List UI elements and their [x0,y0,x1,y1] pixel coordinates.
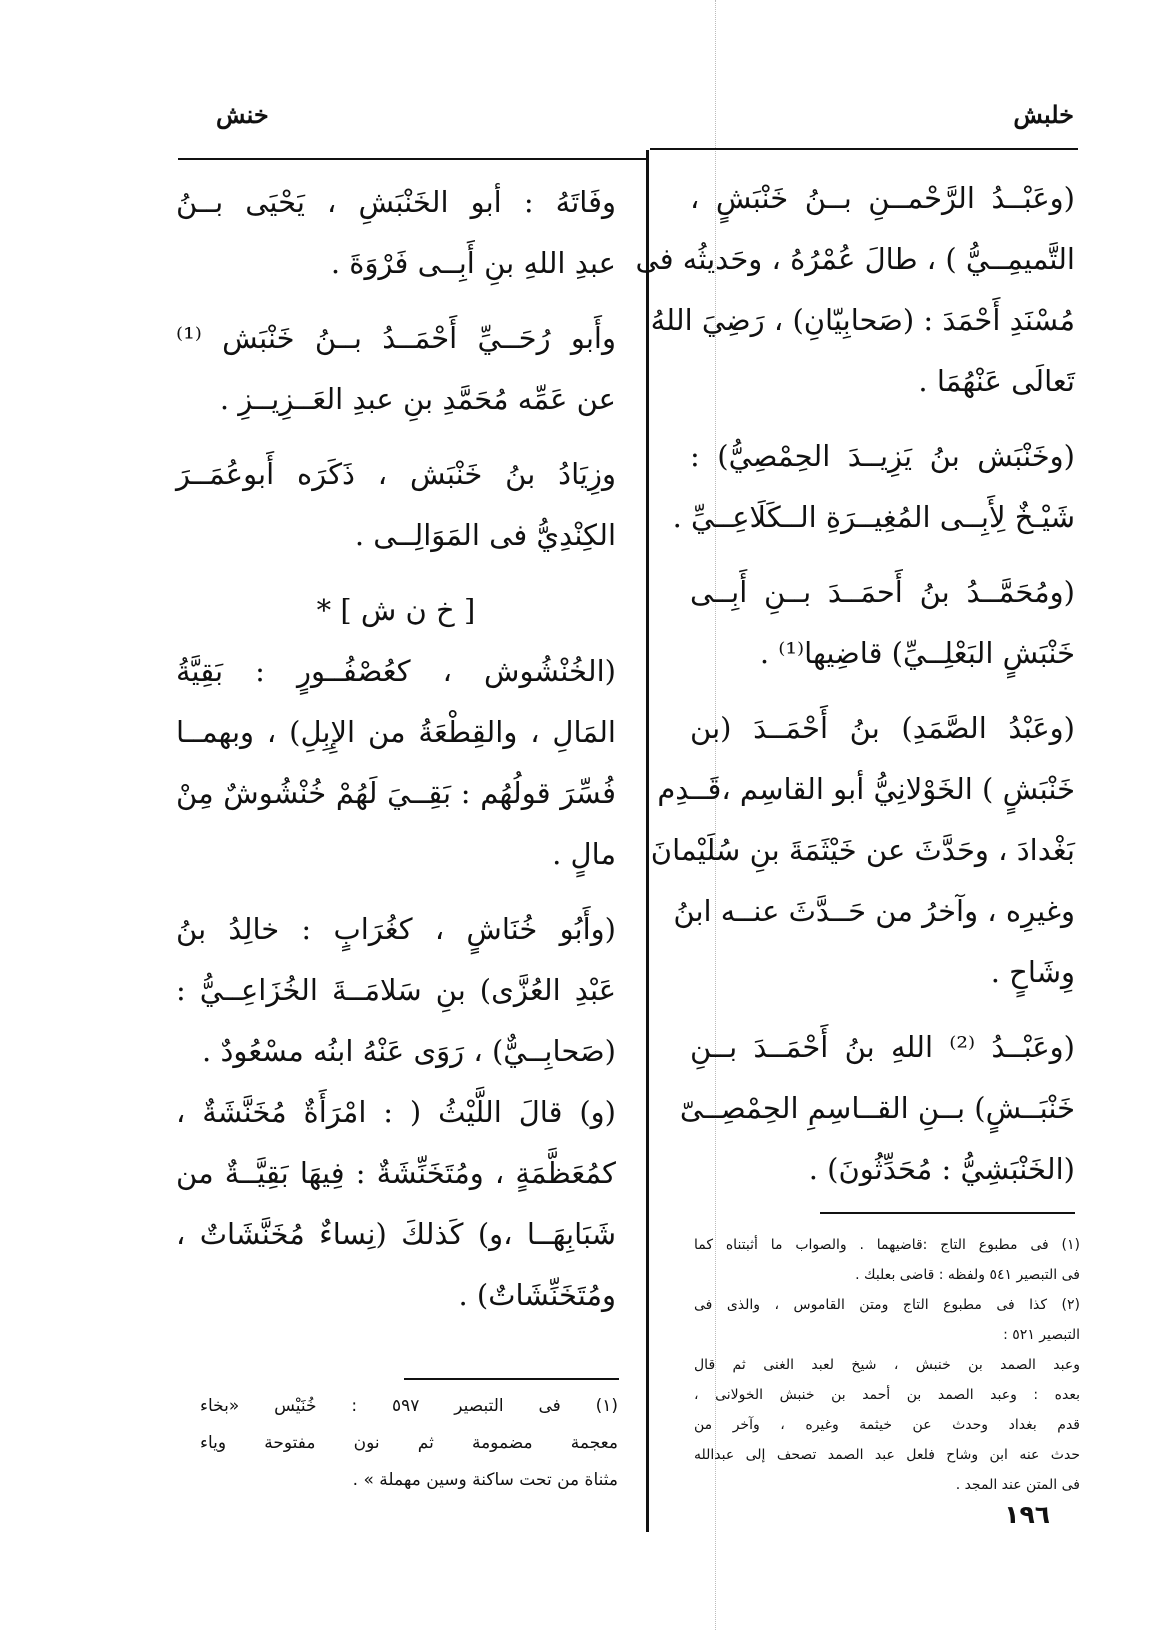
text-line: وفَاتَهُ : أبو الخَنْبَشِ ، يَحْيَى بــنُ [176,185,616,219]
text-line: (الخَنْبَشِيُّ : مُحَدِّثُونَ) . [808,1152,1075,1186]
text-line: وزِيَادُ بنُ خَنْبَش ، ذَكَرَه أَبوعُمَــرَ [176,457,616,491]
text-line: التَّميمِــيُّ ) ، طالَ عُمْرُهُ ، وحَديثُه فى [635,242,1075,276]
text-line: كمُعَظَّمَةٍ ، ومُتَخَنِّشَةٌ : فِيهَا بَقِيَّــةٌ من [176,1156,616,1190]
footnote-line: معجمة مضمومة ثم نون مفتوحة وياء [200,1433,618,1453]
text-line: عَبْدِ العُزَّى) بنِ سَلامَــةَ الخُزَاعِــيُّ : [176,973,616,1007]
header-rule-right [650,148,1078,150]
header-rule-left [178,158,648,160]
text-line: (وأَبُو خُنَاشٍ ، كغُرَابٍ : خالِدُ بنُ [176,912,616,946]
text-line: شَبَابِهَــا ،و) كَذلكَ (نِساءٌ مُخَنَّشَاتٌ ، [176,1217,616,1251]
footnote-line: (١) فى التبصير ٥٩٧ : خُنَيْس «بخاء [200,1396,618,1416]
text-line: (وعَبْــدُ الرَّحْمــنِ بــنُ خَنْبَشٍ ، [690,181,1075,215]
text-line: وِشَاحٍ . [990,955,1075,989]
text-line: (وخَنْبَش بنُ يَزِيــدَ الحِمْصِيُّ) : [690,439,1075,473]
right-column [635,168,1075,1200]
text-line: مُسْنَدِ أَحْمَدَ : (صَحابِيّانِ) ، رَضِيَ اللهُ [650,303,1075,337]
entry-root-heading: [ خ ن ش ] * [316,593,476,627]
page-number: ١٩٦ [1004,1500,1050,1529]
text-line: (وعَبْــدُ ⁽²⁾ اللهِ بنُ أَحْمَــدَ بــنِ [690,1030,1075,1064]
text-line: (الخُنْشُوش ، كعُصْفُــورٍ : بَقِيَّةُ [176,654,616,688]
text-line: تَعالَى عَنْهُمَا . [918,364,1075,398]
text-line: مالٍ . [552,837,616,871]
text-line: (وعَبْدُ الصَّمَدِ) بنُ أَحْمَــدَ (بن [690,711,1075,745]
footnote-line: (١) فى مطبوع التاج :قاضيهما . والصواب ما أثبتناه كما [694,1237,1080,1253]
text-line: المَالِ ، والقِطْعَةُ من الإِبِلِ) ، وبهمــا [176,715,616,749]
text-line: فُسِّرَ قولُهُم : بَقِــيَ لَهُمْ خُنْشُوشٌ مِنْ [176,776,616,810]
text-line: خَنْبَشٍ البَعْلِــيِّ) قاضِيها⁽¹⁾ . [759,636,1075,670]
text-line: عبدِ اللهِ بنِ أَبِــى فَرْوَةَ . [330,246,616,280]
text-line: عن عَمِّه مُحَمَّدِ بنِ عبدِ العَــزِيــزِ . [219,382,616,416]
text-line: (صَحابِــيٌّ) ، رَوَى عَنْهُ ابنُه مسْعُودٌ . [202,1034,616,1068]
text-line: وغيرِه ، وآخرُ من حَــدَّثَ عنــه ابنُ [673,894,1075,928]
text-line: (و) قالَ اللَّيْثُ ( : امْرَأَةٌ مُخَنَّشَةٌ ، [176,1095,616,1129]
footnote-rule-left [404,1378,619,1380]
text-line: شَيْـخٌ لِأَبِــى المُغِيــرَةِ الــكَلَاعِــيِّ . [672,500,1075,534]
footnote-line: بعده : وعبد الصمد بن أحمد بن خنبش الخولانى ، [694,1387,1080,1403]
text-line: خَنْبَــشٍ) بــنِ القــاسِمِ الحِمْصِــىّ [679,1091,1075,1125]
text-line: وأَبو رُحَــيِّ أَحْمَــدُ بــنُ خَنْبَش ⁽¹⁾ [176,321,616,355]
footnote-rule-right [820,1212,1075,1214]
left-column [176,172,616,1326]
column-divider [646,150,649,1532]
footnote-line: فى المتن عند المجد . [955,1477,1080,1493]
footnote-line: حدث عنه ابن وشاح فلعل عبد الصمد تصحف إلى عبدالله [694,1447,1080,1463]
footnote-line: قدم بغداد وحدث عن خيثمة وغيره ، وآخر من [694,1417,1080,1433]
footnote-line: مثناة من تحت ساكنة وسين مهملة » . [352,1470,618,1490]
footnotes-left [200,1388,618,1499]
text-line: خَنْبَشٍ ) الخَوْلانِيُّ أبو القاسِم ،قَــدِم [657,772,1075,806]
footnote-line: فى التبصير ٥٤١ ولفظه : قاضى بعلبك . [855,1267,1080,1283]
footnote-line: التبصير ٥٢١ : [1003,1327,1080,1343]
footnote-line: (٢) كذا فى مطبوع التاج ومتن القاموس ، والذى فى [694,1297,1080,1313]
text-line: الكِنْدِيُّ فى المَوَالِــى . [354,518,616,552]
footnotes-right [694,1230,1080,1500]
text-line: (ومُحَمَّــدُ بنُ أَحمَــدَ بــنِ أَبِــى [690,575,1075,609]
running-header-left: خنش [216,100,269,129]
running-header-right: خلبش [1013,100,1074,129]
footnote-line: وعبد الصمد بن خنبش ، شيخ لعبد الغنى ثم قال [694,1357,1080,1373]
text-line: بَغْدادَ ، وحَدَّثَ عن خَيْثَمَةَ بنِ سُلَيْمانَ [650,833,1075,867]
text-line: ومُتَخَنِّشَاتٌ) . [458,1278,616,1312]
